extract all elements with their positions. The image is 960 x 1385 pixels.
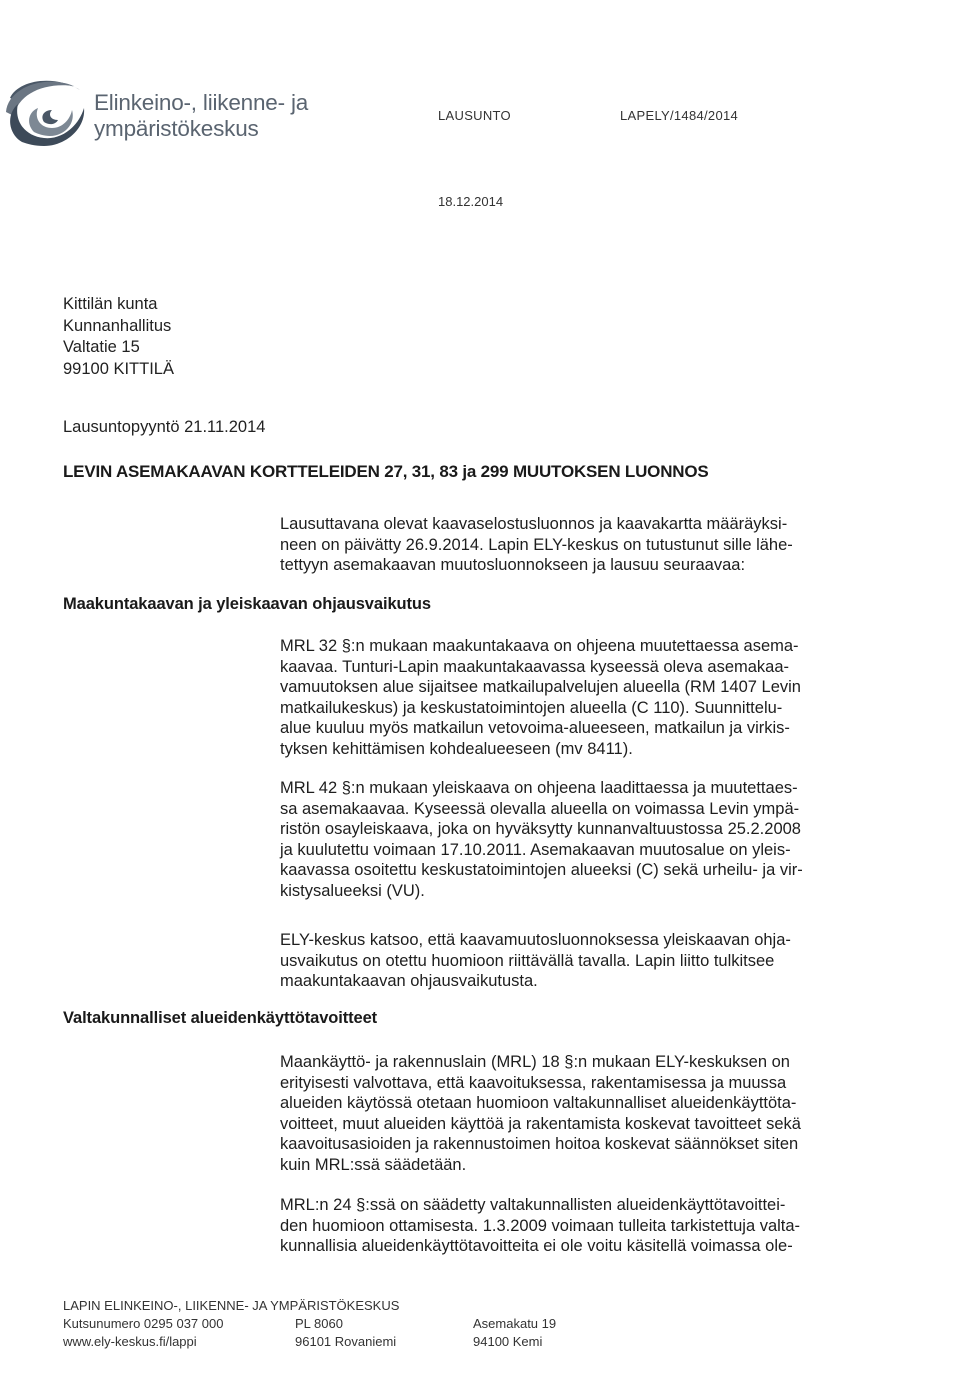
- text-line: MRL:n 24 §:ssä on säädetty valtakunnallisten alueidenkäyttötavoittei-: [280, 1196, 786, 1214]
- text-line: ja kuulutettu voimaan 17.10.2011. Asemakaavan muutosalue on yleis-: [280, 840, 791, 859]
- text-line: Maankäyttö- ja rakennuslain (MRL) 18 §:n mukaan ELY-keskuksen on: [280, 1053, 790, 1071]
- text-line: kaavaa. Tunturi-Lapin maakuntakaavassa kyseessä oleva asemakaa-: [280, 657, 790, 676]
- footer-phone: Kutsunumero 0295 037 000: [63, 1316, 224, 1331]
- section-heading-plan-guidance: Maakuntakaavan ja yleiskaavan ohjausvaikutus: [63, 595, 431, 613]
- text-line: kunnallisia alueidenkäyttötavoitteita ei ole voitu käsitellä voimassa ole-: [280, 1237, 793, 1255]
- org-name-line1: Elinkeino-, liikenne- ja: [94, 90, 309, 115]
- organization-name: [94, 90, 308, 142]
- recipient-line: Valtatie 15: [63, 338, 140, 356]
- intro-paragraph: [280, 514, 860, 576]
- footer-website-link[interactable]: www.ely-keskus.fi/lappi: [63, 1334, 197, 1349]
- text-line: MRL 42 §:n mukaan yleiskaava on ohjeena laadittaessa ja muutettaes-: [280, 779, 798, 797]
- text-line: sa asemakaavaa. Kyseessä olevalla alueella on voimassa Levin ympä-: [280, 799, 800, 818]
- footer-postal-rovaniemi: 96101 Rovaniemi: [295, 1334, 397, 1349]
- footer-org-name: LAPIN ELINKEINO-, LIIKENNE- JA YMPÄRISTÖKESKUS: [63, 1298, 400, 1313]
- text-line: neen on päivätty 26.9.2014. Lapin ELY-keskus on tutustunut sille lähe-: [280, 535, 793, 554]
- section-heading-national-goals: Valtakunnalliset alueidenkäyttötavoitteet: [63, 1009, 378, 1027]
- footer-street: Asemakatu 19: [473, 1316, 557, 1331]
- org-name-line2: ympäristökeskus: [94, 116, 259, 141]
- footer-postal-kemi: 94100 Kemi: [473, 1334, 543, 1349]
- paragraph-mrl24: [280, 1195, 860, 1257]
- text-line: kuin MRL:ssä säädetään.: [280, 1155, 467, 1174]
- text-line: matkailukeskus) ja keskustatoimintojen alueella (C 110). Suunnittelu-: [280, 698, 783, 717]
- text-line: kaavassa osoitettu keskustatoimintojen alueeksi (C) sekä urheilu- ja vir-: [280, 861, 803, 879]
- recipient-line: 99100 KITTILÄ: [63, 359, 174, 378]
- request-reference: Lausuntopyyntö 21.11.2014: [63, 418, 266, 436]
- text-line: tettyyn asemakaavan muutosluonnokseen ja lausuu seuraavaa:: [280, 556, 746, 574]
- recipient-address: [63, 294, 174, 380]
- recipient-line: Kunnanhallitus: [63, 316, 172, 335]
- paragraph-mrl18: [280, 1052, 860, 1175]
- text-line: kistysalueeksi (VU).: [280, 881, 425, 900]
- text-line: erityisesti valvottava, että kaavoituksessa, rakentamisessa ja muussa: [280, 1073, 787, 1092]
- paragraph-mrl32: [280, 636, 860, 759]
- ely-logo-icon: [4, 72, 90, 148]
- text-line: kaavoitusasioiden ja rakennustoimen hoitoa koskevat säännökset siten: [280, 1135, 799, 1153]
- text-line: Lausuttavana olevat kaavaselostusluonnos ja kaavakartta määräyksi-: [280, 515, 788, 533]
- document-title: LEVIN ASEMAKAAVAN KORTTELEIDEN 27, 31, 83 ja 299 MUUTOKSEN LUONNOS: [63, 462, 709, 481]
- paragraph-ely-assessment: [280, 930, 860, 992]
- text-line: den huomioon ottamisesta. 1.3.2009 voimaan tulleita tarkistettuja valta-: [280, 1216, 801, 1235]
- text-line: MRL 32 §:n mukaan maakuntakaava on ohjeena muutettaessa asema-: [280, 637, 799, 655]
- text-line: maakuntakaavan ohjausvaikutusta.: [280, 972, 538, 990]
- recipient-line: Kittilän kunta: [63, 295, 158, 313]
- text-line: vamuutoksen alue sijaitsee matkailupalvelujen alueella (RM 1407 Levin: [280, 678, 801, 696]
- text-line: ristön osayleiskaava, joka on hyväksytty kunnanvaltuustossa 25.2.2008: [280, 820, 801, 838]
- text-line: usvaikutus on otettu huomioon riittävällä tavalla. Lapin liitto tulkitsee: [280, 951, 775, 970]
- text-line: ELY-keskus katsoo, että kaavamuutosluonnoksessa yleiskaavan ohja-: [280, 931, 791, 949]
- document-reference: LAPELY/1484/2014: [620, 108, 739, 123]
- text-line: tyksen kehittämisen kohdealueeseen (mv 8411).: [280, 739, 633, 758]
- footer-po-box: PL 8060: [295, 1316, 343, 1331]
- document-date: 18.12.2014: [438, 194, 504, 209]
- text-line: alue kuuluu myös matkailun vetovoima-alueeseen, matkailun ja virkis-: [280, 719, 790, 737]
- paragraph-mrl42: [280, 778, 860, 901]
- document-type: LAUSUNTO: [438, 108, 511, 123]
- text-line: voitteet, muut alueiden käyttöä ja rakentamista koskevat tavoitteet sekä: [280, 1114, 801, 1133]
- text-line: alueiden käytössä otetaan huomioon valtakunnalliset alueidenkäyttöta-: [280, 1094, 797, 1112]
